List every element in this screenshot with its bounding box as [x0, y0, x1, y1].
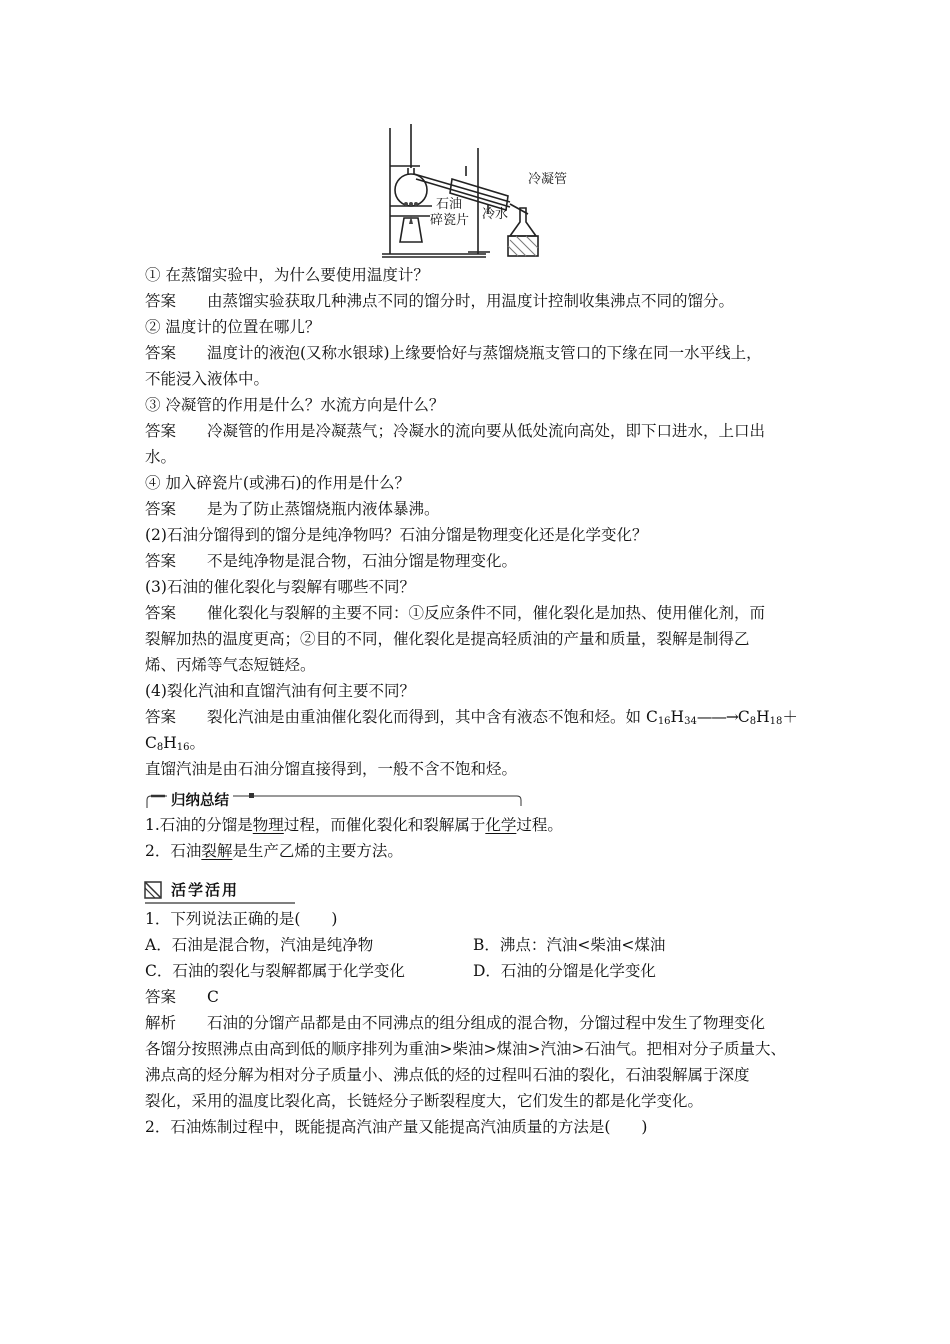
options-row-2 [145, 958, 817, 984]
question-4: ④ 加入碎瓷片(或沸石)的作用是什么？ [145, 474, 411, 492]
option-b: B．沸点：汽油<柴油<煤油 [473, 936, 666, 954]
explanation-label: 解析 [145, 1014, 177, 1032]
answer-label: 答案 [145, 988, 177, 1006]
answer-text: 是为了防止蒸馏烧瓶内液体暴沸。 [207, 500, 440, 518]
answer-3-cont: 水。 [145, 448, 177, 466]
figure-label-water: 冷水 [482, 207, 509, 222]
option-c: C．石油的裂化与裂解都属于化学变化 [145, 962, 405, 980]
option-d: D．石油的分馏是化学变化 [473, 962, 656, 980]
answer-5 [145, 548, 817, 574]
practice-explanation-cont: 沸点高的烃分解为相对分子质量小、沸点低的烃的过程叫石油的裂化，石油裂解属于深度 [145, 1066, 750, 1084]
answer-3 [145, 418, 817, 444]
figure-label-oil: 石油 [436, 197, 463, 212]
answer-6-cont: 裂解加热的温度更高；②目的不同，催化裂化是提高轻质油的产量和质量，裂解是制得乙 [145, 630, 750, 648]
question-1: ① 在蒸馏实验中，为什么要使用温度计？ [145, 266, 429, 284]
answer-6-cont: 烯、丙烯等气态短链烃。 [145, 656, 316, 674]
answer-4 [145, 496, 817, 522]
answer-text: 裂化汽油是由重油催化裂化而得到，其中含有液态不饱和烃。如 [207, 708, 646, 726]
answer-text: 不是纯净物是混合物，石油分馏是物理变化。 [207, 552, 518, 570]
answer-1 [145, 288, 817, 314]
practice-question-1: 1．下列说法正确的是( ) [145, 910, 338, 928]
summary-title: 归纳总结 [167, 788, 233, 814]
summary-header [145, 790, 817, 812]
figure-label-chips: 碎瓷片 [430, 213, 470, 228]
question-6: (3)石油的催化裂化与裂解有哪些不同？ [145, 578, 415, 596]
answer-2-cont: 不能浸入液体中。 [145, 370, 270, 388]
options-row-1 [145, 932, 817, 958]
answer-label: 答案 [145, 708, 177, 726]
practice-answer [145, 984, 817, 1010]
answer-6 [145, 600, 817, 626]
question-7: (4)裂化汽油和直馏汽油有何主要不同？ [145, 682, 415, 700]
practice-question-2: 2．石油炼制过程中，既能提高汽油产量又能提高汽油质量的方法是( ) [145, 1118, 648, 1136]
question-2: ② 温度计的位置在哪儿？ [145, 318, 321, 336]
answer-label: 答案 [145, 422, 177, 440]
practice-header [145, 876, 817, 906]
answer-2 [145, 340, 817, 366]
answer-label: 答案 [145, 552, 177, 570]
summary-line-1: 1.石油的分馏是物理过程，而催化裂化和裂解属于化学过程。 [145, 816, 563, 834]
answer-label: 答案 [145, 604, 177, 622]
practice-explanation-cont: 各馏分按照沸点由高到低的顺序排列为重油>柴油>煤油>汽油>石油气。把相对分子质量大、 [145, 1040, 786, 1058]
option-a: A．石油是混合物，汽油是纯净物 [145, 936, 374, 954]
document-body [145, 262, 817, 1140]
chem-formula: $C_{16}H_{34}——\to C_8H_{18}+$ $C_8H_{16}$。 [145, 708, 798, 753]
practice-explanation-cont: 裂化，采用的温度比裂化高，长链烃分子断裂程度大，它们发生的都是化学变化。 [145, 1092, 704, 1110]
answer-7 [145, 704, 817, 756]
summary-line-2: 2．石油裂解是生产乙烯的主要方法。 [145, 842, 403, 860]
answer-label: 答案 [145, 344, 177, 362]
answer-value: C [207, 988, 219, 1006]
answer-text: 冷凝管的作用是冷凝蒸气；冷凝水的流向要从低处流向高处，即下口进水，上口出 [207, 422, 766, 440]
answer-text: 由蒸馏实验获取几种沸点不同的馏分时，用温度计控制收集沸点不同的馏分。 [207, 292, 735, 310]
answer-text: 催化裂化与裂解的主要不同：①反应条件不同，催化裂化是加热、使用催化剂，而 [207, 604, 766, 622]
answer-label: 答案 [145, 292, 177, 310]
practice-explanation: 解析 石油的分馏产品都是由不同沸点的组分组成的混合物，分馏过程中发生了物理变化 [145, 1010, 817, 1036]
distillation-apparatus-figure [380, 118, 580, 260]
answer-7-cont: 直馏汽油是由石油分馏直接得到，一般不含不饱和烃。 [145, 760, 518, 778]
figure-label-condenser: 冷凝管 [528, 172, 568, 187]
practice-title: 活学活用 [171, 881, 240, 899]
question-3: ③ 冷凝管的作用是什么？水流方向是什么？ [145, 396, 445, 414]
question-5: (2)石油分馏得到的馏分是纯净物吗？石油分馏是物理变化还是化学变化？ [145, 526, 648, 544]
answer-label: 答案 [145, 500, 177, 518]
answer-text: 温度计的液泡(又称水银球)上缘要恰好与蒸馏烧瓶支管口的下缘在同一水平线上， [207, 344, 762, 362]
